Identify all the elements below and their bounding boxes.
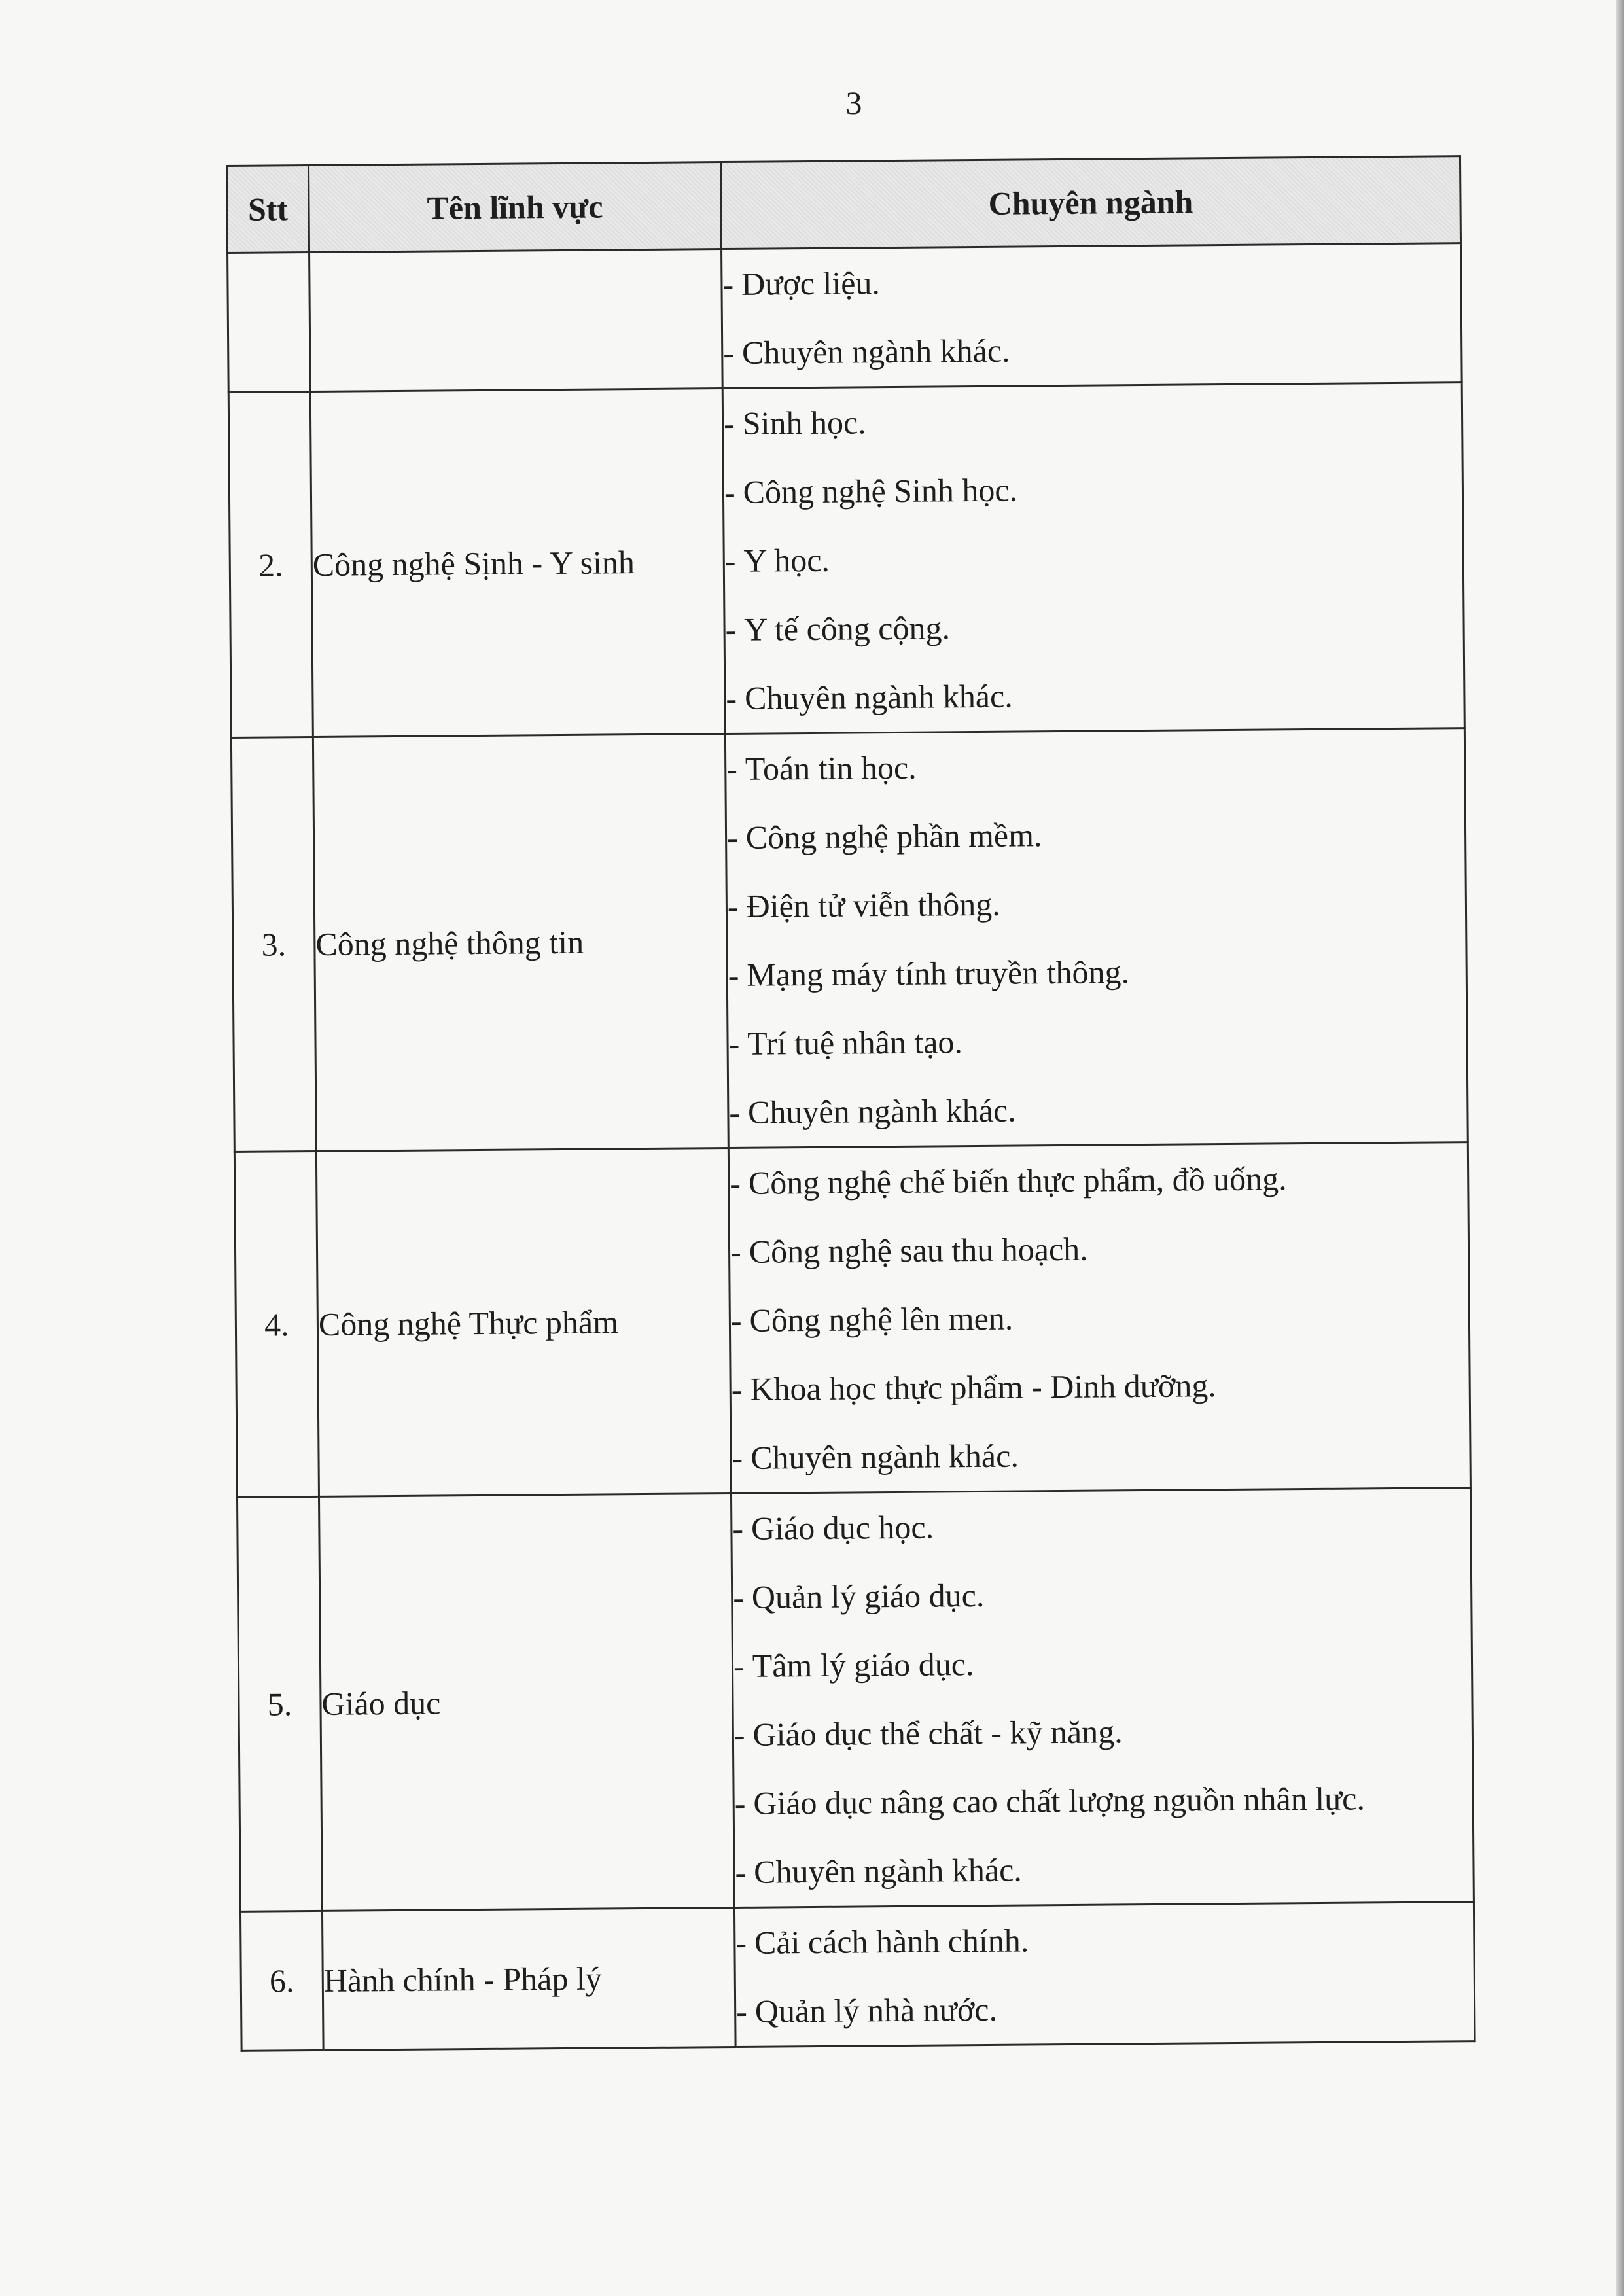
major-item: - Sinh học.	[723, 404, 866, 442]
major-item: - Giáo dục nâng cao chất lượng nguồn nhân lực.	[734, 1780, 1366, 1822]
table-row	[231, 728, 1468, 1152]
major-item: - Trí tuệ nhân tạo.	[728, 1023, 963, 1063]
page-number: 3	[845, 84, 862, 121]
major-item: - Chuyên ngành khác.	[729, 1091, 1016, 1131]
major-item: - Công nghệ sau thu hoạch.	[730, 1230, 1088, 1270]
major-item: - Điện tử viễn thông.	[727, 885, 1000, 925]
major-text: Chuyên ngành khác.	[744, 677, 1013, 716]
table-row	[237, 1488, 1474, 1912]
major-item: - Y học.	[724, 541, 830, 580]
major-text: Trí tuệ nhân tạo.	[747, 1023, 963, 1062]
row-majors	[722, 383, 1464, 734]
major-text: Công nghệ lên men.	[749, 1299, 1014, 1339]
field-majors-table	[226, 155, 1476, 2052]
row-stt: 5.	[237, 1496, 322, 1911]
major-text: Quản lý nhà nước.	[754, 1990, 998, 2030]
major-text: Dược liệu.	[741, 264, 881, 302]
major-text: Chuyên ngành khác.	[747, 1091, 1016, 1131]
table-row	[240, 1902, 1475, 2051]
major-item: - Công nghệ Sinh học.	[724, 471, 1018, 511]
major-text: Sinh học.	[742, 404, 866, 442]
major-text: Công nghệ Sinh học.	[743, 471, 1018, 510]
row-stt: 6.	[240, 1911, 323, 2051]
scan-page-edge	[1616, 0, 1624, 2296]
major-item: - Giáo dục học.	[732, 1508, 934, 1547]
major-text: Cải cách hành chính.	[754, 1922, 1029, 1961]
major-item: - Công nghệ phần mềm.	[726, 817, 1042, 857]
table-row	[234, 1142, 1470, 1498]
row-field: Công nghệ thông tin	[313, 734, 728, 1152]
major-text: Y tế công cộng.	[744, 609, 951, 648]
table-header-row	[227, 156, 1461, 253]
major-text: Tâm lý giáo dục.	[752, 1646, 974, 1684]
row-stt	[228, 253, 311, 393]
major-item: - Y tế công cộng.	[725, 609, 951, 648]
major-item: - Mạng máy tính truyền thông.	[728, 953, 1130, 994]
table-row	[228, 243, 1462, 393]
header-field: Tên lĩnh vực	[309, 162, 722, 253]
major-text: Giáo dục học.	[750, 1508, 934, 1547]
major-text: Chuyên ngành khác.	[750, 1437, 1019, 1476]
row-stt: 3.	[231, 737, 316, 1152]
major-text: Công nghệ sau thu hoạch.	[749, 1230, 1088, 1270]
major-item: - Giáo dục thể chất - kỹ năng.	[733, 1713, 1123, 1753]
major-item: - Chuyên ngành khác.	[723, 332, 1010, 372]
major-item: - Chuyên ngành khác.	[726, 677, 1013, 717]
major-text: Quản lý giáo dục.	[751, 1576, 985, 1616]
row-field: Hành chính - Pháp lý	[322, 1907, 735, 2050]
major-item: - Công nghệ chế biến thực phẩm, đồ uống.	[730, 1160, 1287, 1201]
row-majors	[725, 728, 1468, 1148]
row-majors	[728, 1142, 1470, 1494]
major-text: Giáo dục thể chất - kỹ năng.	[752, 1713, 1123, 1753]
major-item: - Toán tin học.	[726, 749, 917, 788]
table-row	[228, 383, 1464, 738]
row-majors	[734, 1902, 1475, 2047]
major-item: - Dược liệu.	[722, 264, 881, 303]
major-text: Mạng máy tính truyền thông.	[747, 953, 1130, 993]
major-text: Y học.	[743, 541, 830, 579]
major-text: Khoa học thực phẩm - Dinh dưỡng.	[750, 1367, 1217, 1407]
major-text: Toán tin học.	[745, 749, 917, 787]
major-text: Giáo dục nâng cao chất lượng nguồn nhân lực.	[753, 1780, 1366, 1822]
row-field: Giáo dục	[319, 1493, 734, 1911]
row-field	[309, 249, 723, 392]
major-item: - Quản lý giáo dục.	[732, 1576, 985, 1616]
row-majors	[731, 1488, 1474, 1908]
row-stt: 2.	[228, 391, 313, 737]
major-item: - Chuyên ngành khác.	[735, 1851, 1023, 1890]
major-item: - Tâm lý giáo dục.	[733, 1646, 974, 1684]
major-text: Chuyên ngành khác.	[741, 332, 1010, 371]
major-item: - Khoa học thực phẩm - Dinh dưỡng.	[731, 1367, 1217, 1407]
row-stt: 4.	[234, 1151, 319, 1497]
major-item: - Công nghệ lên men.	[730, 1299, 1014, 1339]
major-text: Chuyên ngành khác.	[753, 1851, 1023, 1890]
major-item: - Chuyên ngành khác.	[732, 1437, 1019, 1476]
major-text: Công nghệ chế biến thực phẩm, đồ uống.	[748, 1160, 1287, 1201]
row-field: Công nghệ Thực phẩm	[316, 1148, 731, 1497]
major-text: Công nghệ phần mềm.	[745, 817, 1042, 856]
major-text: Điện tử viễn thông.	[746, 885, 1000, 925]
row-majors	[722, 243, 1462, 389]
major-item: - Quản lý nhà nước.	[735, 1990, 998, 2030]
header-stt: Stt	[227, 166, 309, 253]
major-item: - Cải cách hành chính.	[735, 1922, 1029, 1961]
header-majors: Chuyên ngành	[720, 156, 1460, 249]
row-field: Công nghệ Sịnh - Y sinh	[310, 389, 725, 737]
